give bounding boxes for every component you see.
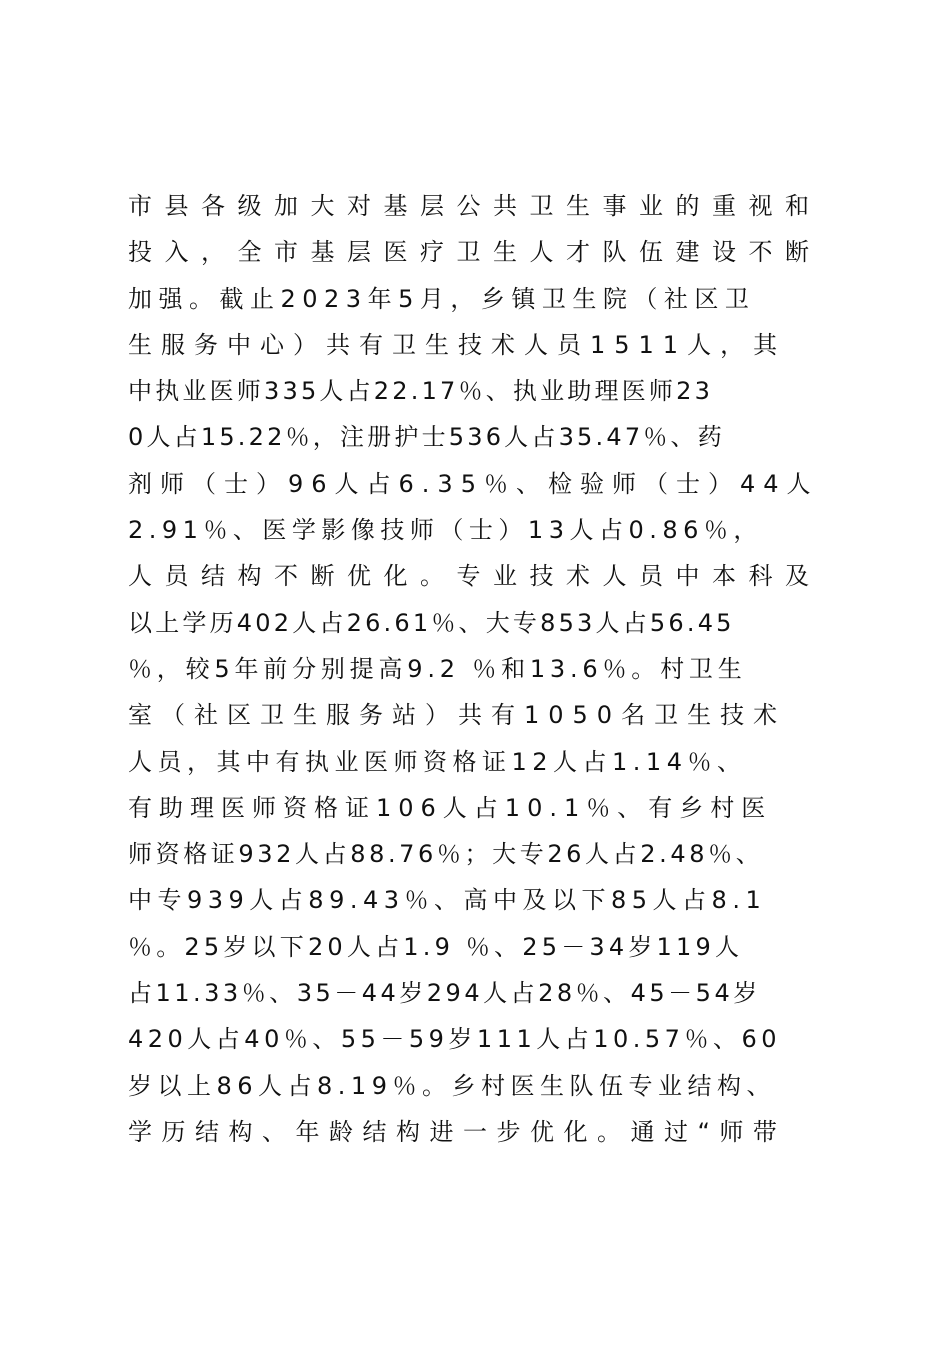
text-line: 人员结构不断优化。专业技术人员中本科及 bbox=[128, 562, 822, 591]
text-line: 师资格证932人占88.76％；大专26人占2.48％、 bbox=[128, 840, 764, 869]
text-line: 市县各级加大对基层公共卫生事业的重视和 bbox=[128, 192, 822, 220]
text-line: 中执业医师335人占22.17％、执业助理医师23 bbox=[128, 377, 714, 406]
text-line: 生服务中心）共有卫生技术人员1511人，其 bbox=[128, 330, 787, 359]
text-line: 有助理医师资格证106人占10.1％、有乡村医 bbox=[128, 793, 773, 822]
text-line: 学历结构、年龄结构进一步优化。通过“师带 bbox=[128, 1117, 787, 1146]
text-line: 中专939人占89.43％、高中及以下85人占8.1 bbox=[128, 886, 767, 915]
text-line: ％。25岁以下20人占1.9 ％、25－34岁119人 bbox=[128, 932, 744, 961]
text-line: 人员，其中有执业医师资格证12人占1.14％、 bbox=[128, 747, 747, 776]
text-line: 420人占40％、55－59岁111人占10.57％、60 bbox=[128, 1025, 781, 1054]
text-line: 投入，全市基层医疗卫生人才队伍建设不断 bbox=[128, 238, 822, 267]
text-line: 加强。截止2023年5月，乡镇卫生院（社区卫 bbox=[128, 284, 756, 313]
text-line: 剂师（士）96人占6.35％、检验师（士）44人 bbox=[128, 469, 819, 498]
text-line: 室（社区卫生服务站）共有1050名卫生技术 bbox=[128, 701, 787, 730]
text-line: ％，较5年前分别提高9.2 ％和13.6％。村卫生 bbox=[128, 654, 747, 683]
text-line: 2.91％、医学影像技师（士）13人占0.86％， bbox=[128, 516, 763, 545]
text-line: 占11.33％、35－44岁294人占28％、45－54岁 bbox=[128, 979, 761, 1008]
text-line: 以上学历402人占26.61％、大专853人占56.45 bbox=[128, 608, 735, 637]
text-line: 岁以上86人占8.19％。乡村医生队伍专业结构、 bbox=[128, 1071, 776, 1100]
body-paragraph bbox=[128, 183, 848, 1155]
text-line: 0人占15.22％，注册护士536人占35.47％、药 bbox=[128, 423, 725, 452]
